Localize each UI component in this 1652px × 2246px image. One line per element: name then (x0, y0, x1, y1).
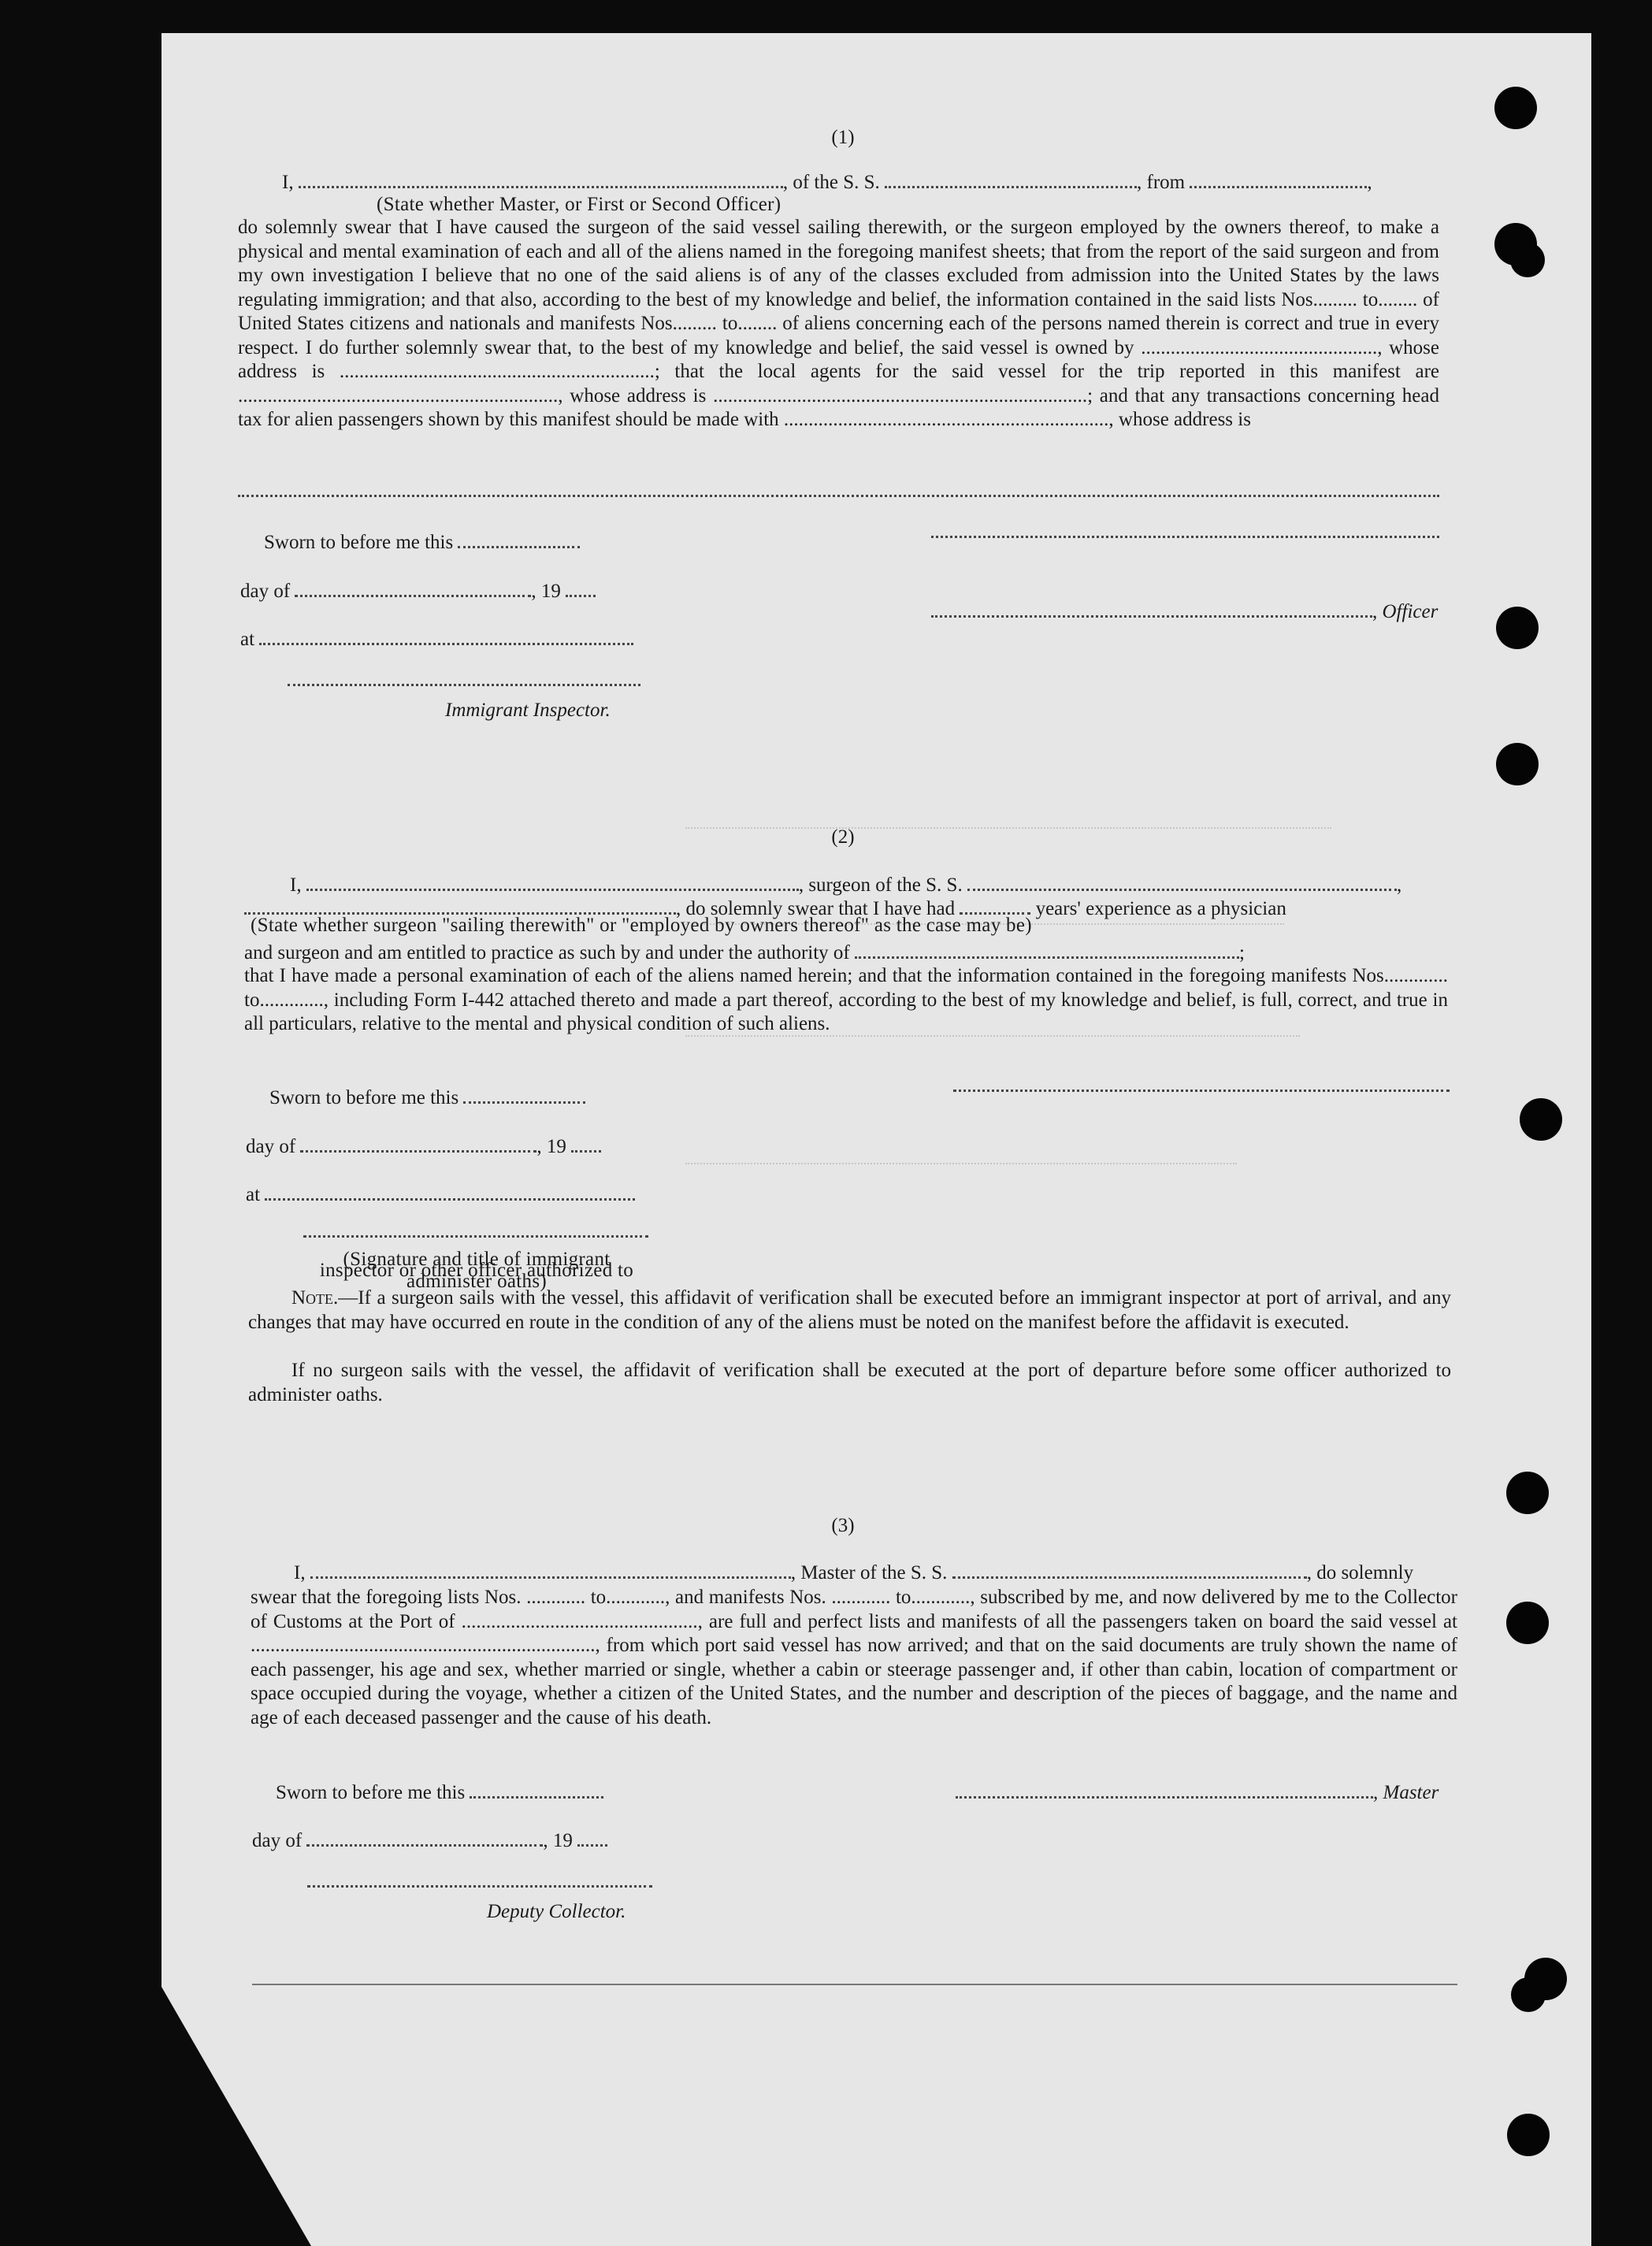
sec2-note2 (248, 1359, 1451, 1407)
sec2-line3: and surgeon and am entitled to practice as such by and under the authority of ; (244, 942, 1245, 963)
address-line (238, 481, 1439, 503)
punch-hole (1506, 1472, 1549, 1514)
inspector-signature-field[interactable] (303, 1235, 648, 1238)
inspector-label: Immigrant Inspector. (445, 700, 611, 721)
section-number: (1) (831, 127, 855, 148)
text: , from (1137, 172, 1186, 193)
surgeon-name-field[interactable] (306, 874, 799, 891)
text: , of the S. S. (782, 172, 880, 193)
master-label: , Master (1373, 1782, 1439, 1803)
note-text: —If a surgeon sails with the vessel, this affidavit of verification shall be executed before an immigrant inspector at port of arrival, and any changes that may have occurred en route in the condition of any of the aliens must be noted on the manifest before the affidavit is executed. (248, 1287, 1451, 1333)
sec1-body: do solemnly swear that I have caused the surgeon of the said vessel sailing therewith, or the surgeon employed by the owners thereof, to make a physical and mental examination of each and all of the aliens named in the foregoing manifest sheets; that from the report of the said surgeon and from my own investigation I believe that no one of the said aliens is of any of the classes excluded from admission into the United States by the laws regulating immigration; and that also, according to the best of my knowledge and belief, the information contained in the said lists Nos......... to........ of United States citizens and nationals and manifests Nos......... to........ of aliens concerning each of the persons named therein is correct and true in every respect. I do further solemnly swear that, to the best of my knowledge and belief, the said vessel is owned by ................................................, whose address is ................................................................; that the local agents for the said vessel for the trip reported in this manifest are ................................................................., whose address is ............................................................................; and that any transactions concerning head tax for alien passengers shown by this manifest should be made with .................................................................., whose address is (238, 217, 1439, 430)
surgeon-signature-field[interactable] (953, 1090, 1450, 1092)
day-line (246, 1136, 601, 1158)
punch-hole (1510, 243, 1545, 277)
officer-label: Officer (1382, 601, 1439, 622)
at-line (240, 629, 633, 651)
collector-label: Deputy Collector. (487, 1901, 626, 1922)
sworn-line (264, 532, 580, 554)
year-field[interactable] (577, 1830, 607, 1847)
text: day of (240, 581, 291, 602)
affidavit-section-2 (236, 826, 1450, 850)
punch-hole (1507, 2114, 1550, 2156)
text: Sworn to before me this (264, 532, 454, 553)
text: and surgeon and am entitled to practice as such by and under the authority of (244, 942, 850, 963)
text: Sworn to before me this (276, 1782, 466, 1803)
text: , 19 (543, 1830, 573, 1851)
vessel-name-field[interactable] (967, 874, 1397, 891)
officer-line: , Officer (931, 601, 1438, 623)
sworn-date-field[interactable] (458, 532, 580, 548)
years-field[interactable] (960, 898, 1030, 915)
inspector-signature-field[interactable] (288, 684, 640, 686)
text: day of (246, 1136, 296, 1157)
vessel-name-field[interactable] (952, 1562, 1307, 1579)
text: I, (294, 1562, 306, 1583)
day-field[interactable] (300, 1136, 536, 1153)
sworn-line (269, 1087, 585, 1109)
collector-signature-field[interactable] (307, 1885, 652, 1888)
day-field[interactable] (295, 581, 531, 597)
day-field[interactable] (306, 1830, 543, 1847)
text: , do solemnly (1306, 1562, 1414, 1583)
field-note: (State whether Master, or First or Second Officer) (377, 194, 781, 215)
surgeon-status-field[interactable] (244, 898, 676, 915)
sworn-date-field[interactable] (470, 1782, 603, 1799)
master-line (956, 1782, 1439, 1804)
officer-rank-field[interactable] (299, 172, 783, 188)
sec2-note (248, 1286, 1451, 1335)
text: , surgeon of the S. S. (798, 874, 963, 896)
sworn-date-field[interactable] (463, 1087, 585, 1104)
affidavit-section-3 (236, 1514, 1450, 1539)
note-label: Note. (291, 1287, 339, 1309)
address-field[interactable] (238, 481, 1439, 497)
master-signature-field[interactable] (956, 1782, 1373, 1799)
text: , Master of the S. S. (790, 1562, 948, 1583)
text: , do solemnly swear that I have had (676, 898, 956, 919)
text: at (240, 629, 255, 650)
at-line (246, 1184, 635, 1206)
sworn-line (276, 1782, 603, 1804)
punch-hole (1520, 1098, 1562, 1141)
text: I, (290, 874, 302, 896)
section-number: (3) (831, 1515, 855, 1536)
text: I, (282, 172, 294, 193)
place-field[interactable] (265, 1184, 635, 1201)
field-note: (State whether surgeon "sailing therewith" or "employed by owners thereof" as the case may be) (251, 915, 1032, 936)
master-name-field[interactable] (310, 1562, 791, 1579)
bottom-divider (252, 1984, 1457, 1985)
sec2-line1: I, , surgeon of the S. S. , (290, 874, 1402, 896)
sec2-body: that I have made a personal examination of each of the aliens named herein; and that the information contained in the foregoing manifests Nos............. to............., including Form I-442 attached thereto and made a part thereof, according to the best of my knowledge and belief, is full, correct, and true in all particulars, relative to the mental and physical condition of such aliens. (244, 965, 1448, 1034)
punch-hole (1506, 1602, 1549, 1644)
punch-hole (1511, 1977, 1546, 2012)
text: day of (252, 1830, 303, 1851)
text: , 19 (531, 581, 561, 602)
place-field[interactable] (259, 629, 633, 645)
year-field[interactable] (571, 1136, 601, 1153)
day-line (252, 1830, 607, 1852)
punch-hole (1494, 87, 1537, 129)
sec3-body: swear that the foregoing lists Nos. ............ to............, and manifests Nos. ............ to............, subscribed by me, and now delivered by me to the Collector of Customs at the Port of ................................................, are full and perfect lists and manifests of all the passengers taken on board the said vessel at ......................................................................, from which port said vessel has now arrived; and that on the said documents are truly shown the name of each passenger, his age and sex, whether married or single, whether a cabin or steerage passenger and, if other than cabin, location of compartment or space occupied during the voyage, whether a citizen of the United States, and the number and description of the pieces of baggage, and the name and age of each deceased passenger and the cause of his death. (251, 1587, 1457, 1728)
text: at (246, 1184, 261, 1205)
sec1-line1: I, , of the S. S. , from , (282, 172, 1372, 193)
day-line (240, 581, 596, 603)
officer-signature-field[interactable] (931, 536, 1439, 538)
year-field[interactable] (566, 581, 596, 597)
signature-note: (Signature and title of immigrant inspector or other officer authorized to administer oaths) (319, 1249, 634, 1292)
affidavit-section-1 (236, 126, 1450, 150)
vessel-name-field[interactable] (885, 172, 1137, 188)
text: years' experience as a physician (1035, 898, 1286, 919)
sec3-line1 (294, 1562, 1457, 1584)
punch-hole (1496, 607, 1539, 649)
officer-name-field[interactable] (931, 601, 1372, 618)
note-text: If no surgeon sails with the vessel, the affidavit of verification shall be executed at the port of departure before some officer authorized to administer oaths. (248, 1360, 1451, 1405)
section-number: (2) (831, 826, 855, 848)
departure-port-field[interactable] (1190, 172, 1367, 188)
text: Sworn to before me this (269, 1087, 459, 1108)
text: , 19 (536, 1136, 566, 1157)
punch-hole (1496, 743, 1539, 785)
authority-field[interactable] (855, 942, 1239, 959)
